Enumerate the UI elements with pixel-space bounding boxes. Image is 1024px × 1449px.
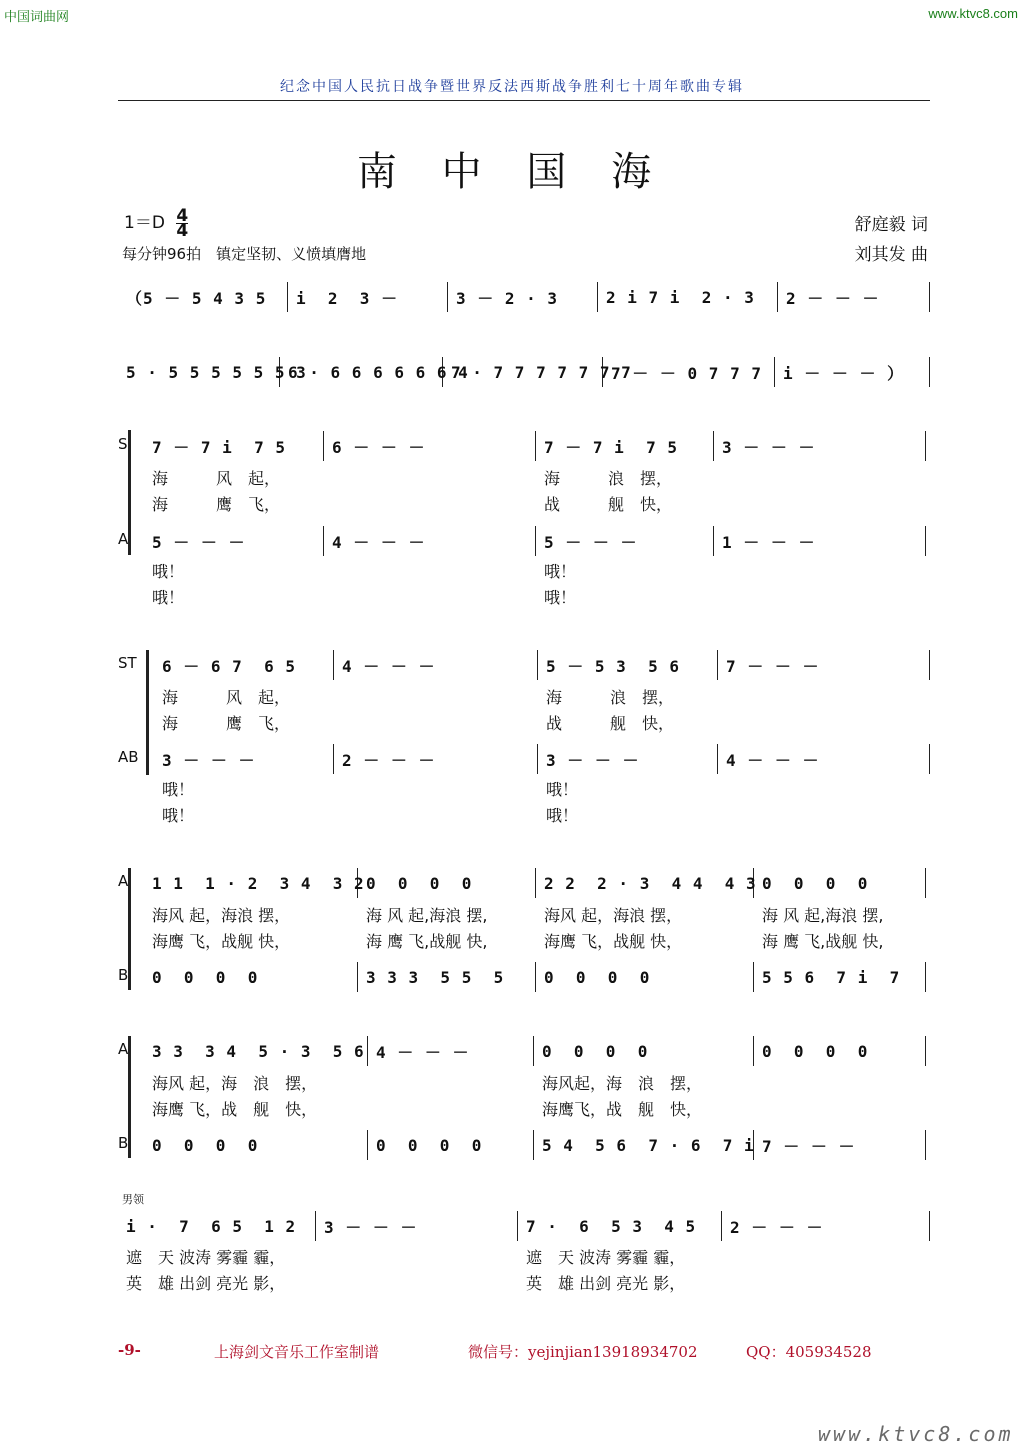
sys2-st-lyrics-2 xyxy=(118,710,930,734)
sys3-b-staff xyxy=(118,962,930,992)
sys3-b-measure: 0 0 0 0 xyxy=(144,962,358,992)
sys4-a-lyrics-2 xyxy=(118,1096,930,1120)
sys4-a-measure: 0 0 0 0 xyxy=(534,1036,754,1066)
lyric-line: 海 浪 摆， xyxy=(544,468,673,488)
intro1-measure: 2 － － － xyxy=(778,282,930,312)
sys2-ab-measure: 2 － － － xyxy=(334,744,538,774)
sys5-solo-staff xyxy=(118,1211,930,1241)
site-url-right[interactable]: www.ktvc8.com xyxy=(928,6,1018,21)
site-name-left[interactable]: 中国词曲网 xyxy=(4,9,70,24)
lyric-line: 哦！ xyxy=(546,779,579,799)
lyric-line: 海 风 起,海浪 摆, xyxy=(762,905,884,925)
sys1-s-measure: 7 － 7 i 7 5 xyxy=(144,431,324,461)
sys4-b-measure: 0 0 0 0 xyxy=(368,1130,534,1160)
sys2-st-measure: 6 － 6 7 6 5 xyxy=(154,650,334,680)
sys2-st-measure: 4 － － － xyxy=(334,650,538,680)
lyric-line: 海鹰 飞，战舰 快， xyxy=(544,931,683,951)
sys2-ab-measure: 3 － － － xyxy=(538,744,718,774)
sys3-b-measure: 0 0 0 0 xyxy=(536,962,754,992)
lyric-line: 英 雄 出剑 亮光 影， xyxy=(526,1273,686,1293)
sys4-b-measure: 0 0 0 0 xyxy=(144,1130,368,1160)
lyric-line: 哦！ xyxy=(162,805,195,825)
voice-label: B xyxy=(118,966,129,984)
sys5-measure: 3 － － － xyxy=(316,1211,518,1241)
lyric-line: 哦！ xyxy=(152,587,185,607)
sys2-st-staff xyxy=(118,650,930,680)
lyric-line: 海风起，海 浪 摆， xyxy=(542,1073,703,1093)
sys4-b-measure: 5 4 5 6 7 · 6 7 i xyxy=(534,1130,754,1160)
voice-label: ST xyxy=(118,654,137,672)
sys1-s-lyrics-1 xyxy=(118,465,930,489)
lyric-line: 海 鹰 飞， xyxy=(162,713,291,733)
intro1-measure: i 2 3 － xyxy=(288,282,448,312)
intro-line-1 xyxy=(118,282,930,312)
voice-label: A xyxy=(118,1040,129,1058)
header-divider xyxy=(118,100,930,101)
lyric-line: 哦！ xyxy=(152,561,185,581)
sys2-st-measure: 7 － － － xyxy=(718,650,930,680)
intro1-measure: （5 － 5 4 3 5 xyxy=(118,282,288,312)
sys5-lyrics-2 xyxy=(118,1270,930,1294)
intro2-measure: i － － － ） xyxy=(775,357,930,387)
sys3-a-measure: 1 1 1 · 2 3 4 3 2 xyxy=(144,868,358,898)
composer: 刘其发 曲 xyxy=(854,245,928,265)
sys1-a-measure: 1 － － － xyxy=(714,526,926,556)
site-watermark-logo: www.ktvc8.com xyxy=(818,1422,1014,1446)
sys3-a-measure: 0 0 0 0 xyxy=(754,868,926,898)
lyric-line: 海 风 起,海浪 摆, xyxy=(366,905,488,925)
intro2-measure: 7 · 7 7 7 7 7 7 7 xyxy=(443,357,603,387)
sys4-b-measure: 7 － － － xyxy=(754,1130,926,1160)
sys2-st-measure: 5 － 5 3 5 6 xyxy=(538,650,718,680)
lyric-line: 海 浪 摆， xyxy=(546,687,675,707)
sys5-measure: 7 · 6 5 3 4 5 xyxy=(518,1211,722,1241)
sys3-a-lyrics-1 xyxy=(118,902,930,926)
lyric-line: 战 舰 快， xyxy=(544,494,673,514)
sys1-a-lyrics-2 xyxy=(118,584,930,608)
lyric-line: 海鹰 飞，战 舰 快， xyxy=(152,1099,318,1119)
sys3-b-measure: 3 3 3 5 5 5 xyxy=(358,962,536,992)
sys1-a-staff xyxy=(118,526,930,556)
sys5-lyrics-1 xyxy=(118,1244,930,1268)
sys1-a-measure: 4 － － － xyxy=(324,526,536,556)
sys4-a-measure: 4 － － － xyxy=(368,1036,534,1066)
lyric-line: 哦！ xyxy=(544,561,577,581)
lyric-line: 海 鹰 飞， xyxy=(152,494,281,514)
lyric-line: 哦！ xyxy=(544,587,577,607)
sys1-a-measure: 5 － － － xyxy=(144,526,324,556)
intro2-measure: 5 · 5 5 5 5 5 5 3 xyxy=(118,357,280,387)
sys1-s-measure: 3 － － － xyxy=(714,431,926,461)
sys2-ab-lyrics-1 xyxy=(118,776,930,800)
intro1-measure: 2 i 7 i 2 · 3 xyxy=(598,282,778,312)
sys1-s-staff xyxy=(118,431,930,461)
sys3-a-staff xyxy=(118,868,930,898)
lyric-line: 海风 起，海 浪 摆， xyxy=(152,1073,318,1093)
studio-credit: 上海剑文音乐工作室制谱 xyxy=(214,1343,380,1361)
sys2-ab-measure: 4 － － － xyxy=(718,744,930,774)
lyric-line: 海 鹰 飞,战舰 快, xyxy=(762,931,884,951)
page-number: -9- xyxy=(118,1341,141,1359)
lyric-line: 遮 天 波涛 雾霾 霾， xyxy=(126,1247,286,1267)
sys4-a-staff xyxy=(118,1036,930,1066)
time-top: 4 xyxy=(176,205,189,226)
sys2-st-lyrics-1 xyxy=(118,684,930,708)
voice-label: S xyxy=(118,435,128,453)
lyric-line: 海鹰 飞，战舰 快， xyxy=(152,931,291,951)
voice-label: AB xyxy=(118,748,139,766)
voice-label: A xyxy=(118,530,129,548)
lyricist: 舒庭毅 词 xyxy=(854,215,928,235)
time-bottom: 4 xyxy=(176,220,189,241)
lyric-line: 哦！ xyxy=(162,779,195,799)
lyric-line: 海风 起，海浪 摆， xyxy=(544,905,683,925)
lyric-line: 海风 起，海浪 摆， xyxy=(152,905,291,925)
lyric-line: 海 风 起， xyxy=(152,468,281,488)
sys4-a-measure: 0 0 0 0 xyxy=(754,1036,926,1066)
lyric-line: 遮 天 波涛 雾霾 霾， xyxy=(526,1247,686,1267)
sys3-b-measure: 5 5 6 7 i 7 xyxy=(754,962,926,992)
sys1-s-measure: 7 － 7 i 7 5 xyxy=(536,431,714,461)
intro-line-2 xyxy=(118,357,930,387)
lyric-line: 海鹰飞，战 舰 快， xyxy=(542,1099,703,1119)
intro1-measure: 3 － 2 · 3 xyxy=(448,282,598,312)
lyric-line: 哦！ xyxy=(546,805,579,825)
sys2-ab-lyrics-2 xyxy=(118,802,930,826)
sys2-ab-staff xyxy=(118,744,930,774)
qq-number: QQ：405934528 xyxy=(746,1343,872,1361)
sys2-ab-measure: 3 － － － xyxy=(154,744,334,774)
lyric-line: 英 雄 出剑 亮光 影， xyxy=(126,1273,286,1293)
intro2-measure: 7 － － 0 7 7 7 xyxy=(603,357,775,387)
tempo-marking: 每分钟96拍 镇定坚韧、义愤填膺地 xyxy=(122,245,367,263)
song-title: 南 中 国 海 xyxy=(356,149,668,195)
sys4-b-staff xyxy=(118,1130,930,1160)
sys4-a-measure: 3 3 3 4 5 · 3 5 6 xyxy=(144,1036,368,1066)
time-signature xyxy=(176,205,189,241)
key-label: 1＝D xyxy=(124,213,165,233)
lyric-line: 海 鹰 飞,战舰 快, xyxy=(366,931,488,951)
solo-label: 男领 xyxy=(122,1193,144,1206)
sys1-s-lyrics-2 xyxy=(118,491,930,515)
voice-label: B xyxy=(118,1134,129,1152)
sys5-measure: i · 7 6 5 1 2 xyxy=(118,1211,316,1241)
sys1-a-measure: 5 － － － xyxy=(536,526,714,556)
sys1-s-measure: 6 － － － xyxy=(324,431,536,461)
wechat-id: 微信号：yejinjian13918934702 xyxy=(468,1343,698,1361)
key-signature xyxy=(124,205,189,241)
voice-label: A xyxy=(118,872,129,890)
sys3-a-lyrics-2 xyxy=(118,928,930,952)
sys3-a-measure: 0 0 0 0 xyxy=(358,868,536,898)
sys5-measure: 2 － － － xyxy=(722,1211,930,1241)
sys1-a-lyrics-1 xyxy=(118,558,930,582)
lyric-line: 战 舰 快， xyxy=(546,713,675,733)
sys3-a-measure: 2 2 2 · 3 4 4 4 3 xyxy=(536,868,754,898)
sys4-a-lyrics-1 xyxy=(118,1070,930,1094)
album-banner: 纪念中国人民抗日战争暨世界反法西斯战争胜利七十周年歌曲专辑 xyxy=(280,79,744,95)
lyric-line: 海 风 起， xyxy=(162,687,291,707)
intro2-measure: 6 · 6 6 6 6 6 6 4 xyxy=(280,357,443,387)
